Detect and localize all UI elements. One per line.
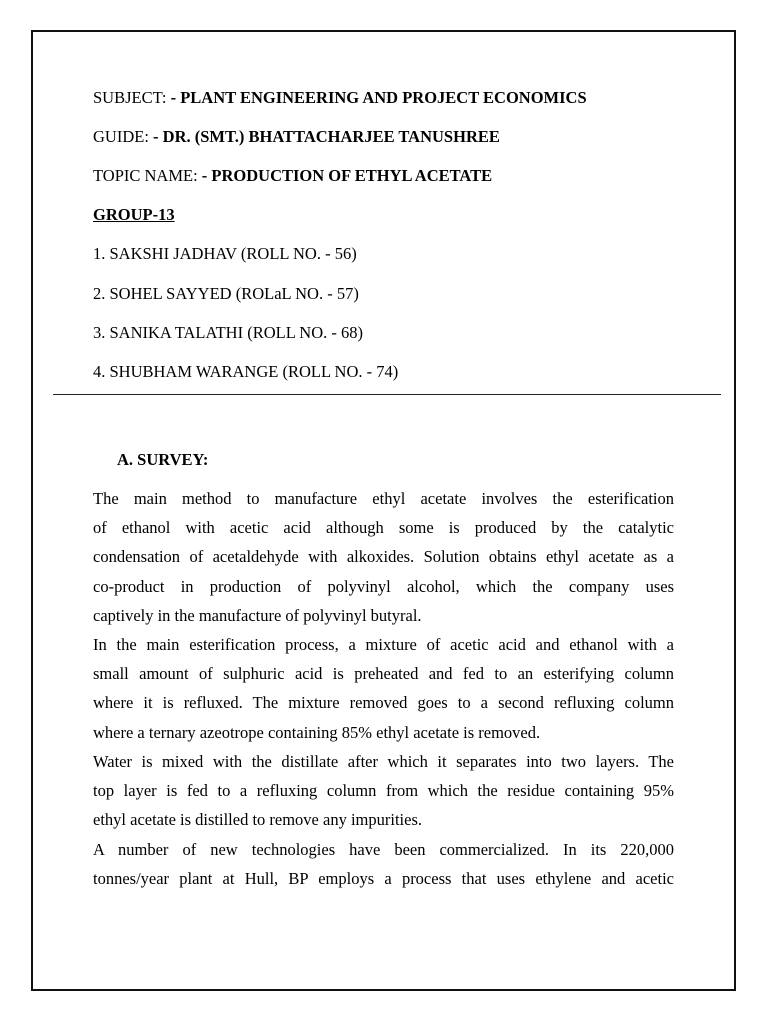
- subject-label: SUBJECT:: [93, 88, 171, 107]
- member-item: 2. SOHEL SAYYED (ROLaL NO. - 57): [93, 284, 359, 303]
- text-line: co-product in production of polyvinyl alcohol, which the company uses: [93, 576, 674, 596]
- member-item: 4. SHUBHAM WARANGE (ROLL NO. - 74): [93, 362, 399, 381]
- text-line: condensation of acetaldehyde with alkoxides. Solution obtains ethyl acetate as a: [93, 547, 674, 567]
- group-title: GROUP-13: [93, 205, 175, 224]
- text-line: The main method to manufacture ethyl acetate involves the esterification: [93, 489, 674, 508]
- guide-line: [93, 127, 500, 147]
- text-line: top layer is fed to a refluxing column from which the residue containing 95%: [93, 781, 674, 801]
- text-line: of ethanol with acetic acid although some is produced by the catalytic: [93, 518, 674, 538]
- text-line: where a ternary azeotrope containing 85% ethyl acetate is removed.: [93, 722, 541, 742]
- text-line: captively in the manufacture of polyvinyl butyral.: [93, 605, 422, 625]
- member-item: 3. SANIKA TALATHI (ROLL NO. - 68): [93, 323, 363, 342]
- topic-label: TOPIC NAME:: [93, 166, 202, 185]
- text-line: ethyl acetate is distilled to remove any impurities.: [93, 810, 422, 830]
- text-line: In the main esterification process, a mixture of acetic acid and ethanol with a: [93, 635, 674, 654]
- subject-value: - PLANT ENGINEERING AND PROJECT ECONOMICS: [170, 88, 587, 107]
- guide-value: - DR. (SMT.) BHATTACHARJEE TANUSHREE: [153, 127, 500, 146]
- section-heading: A. SURVEY:: [117, 450, 209, 469]
- text-line: where it is refluxed. The mixture removed goes to a second refluxing column: [93, 693, 674, 713]
- guide-label: GUIDE:: [93, 127, 154, 146]
- text-line: small amount of sulphuric acid is preheated and fed to an esterifying column: [93, 664, 674, 684]
- member-item: 1. SAKSHI JADHAV (ROLL NO. - 56): [93, 244, 357, 263]
- text-line: A number of new technologies have been commercialized. In its 220,000: [93, 840, 674, 859]
- text-line: Water is mixed with the distillate after which it separates into two layers. The: [93, 752, 674, 771]
- paragraph-1: [93, 484, 674, 630]
- subject-line: [93, 88, 587, 108]
- paragraph-3: [93, 747, 674, 835]
- text-line: tonnes/year plant at Hull, BP employs a process that uses ethylene and acetic: [93, 869, 674, 889]
- paragraph-2: [93, 630, 674, 747]
- topic-line: [93, 166, 492, 186]
- topic-value: - PRODUCTION OF ETHYL ACETATE: [201, 166, 493, 185]
- paragraph-4: [93, 835, 674, 893]
- divider: [53, 394, 721, 395]
